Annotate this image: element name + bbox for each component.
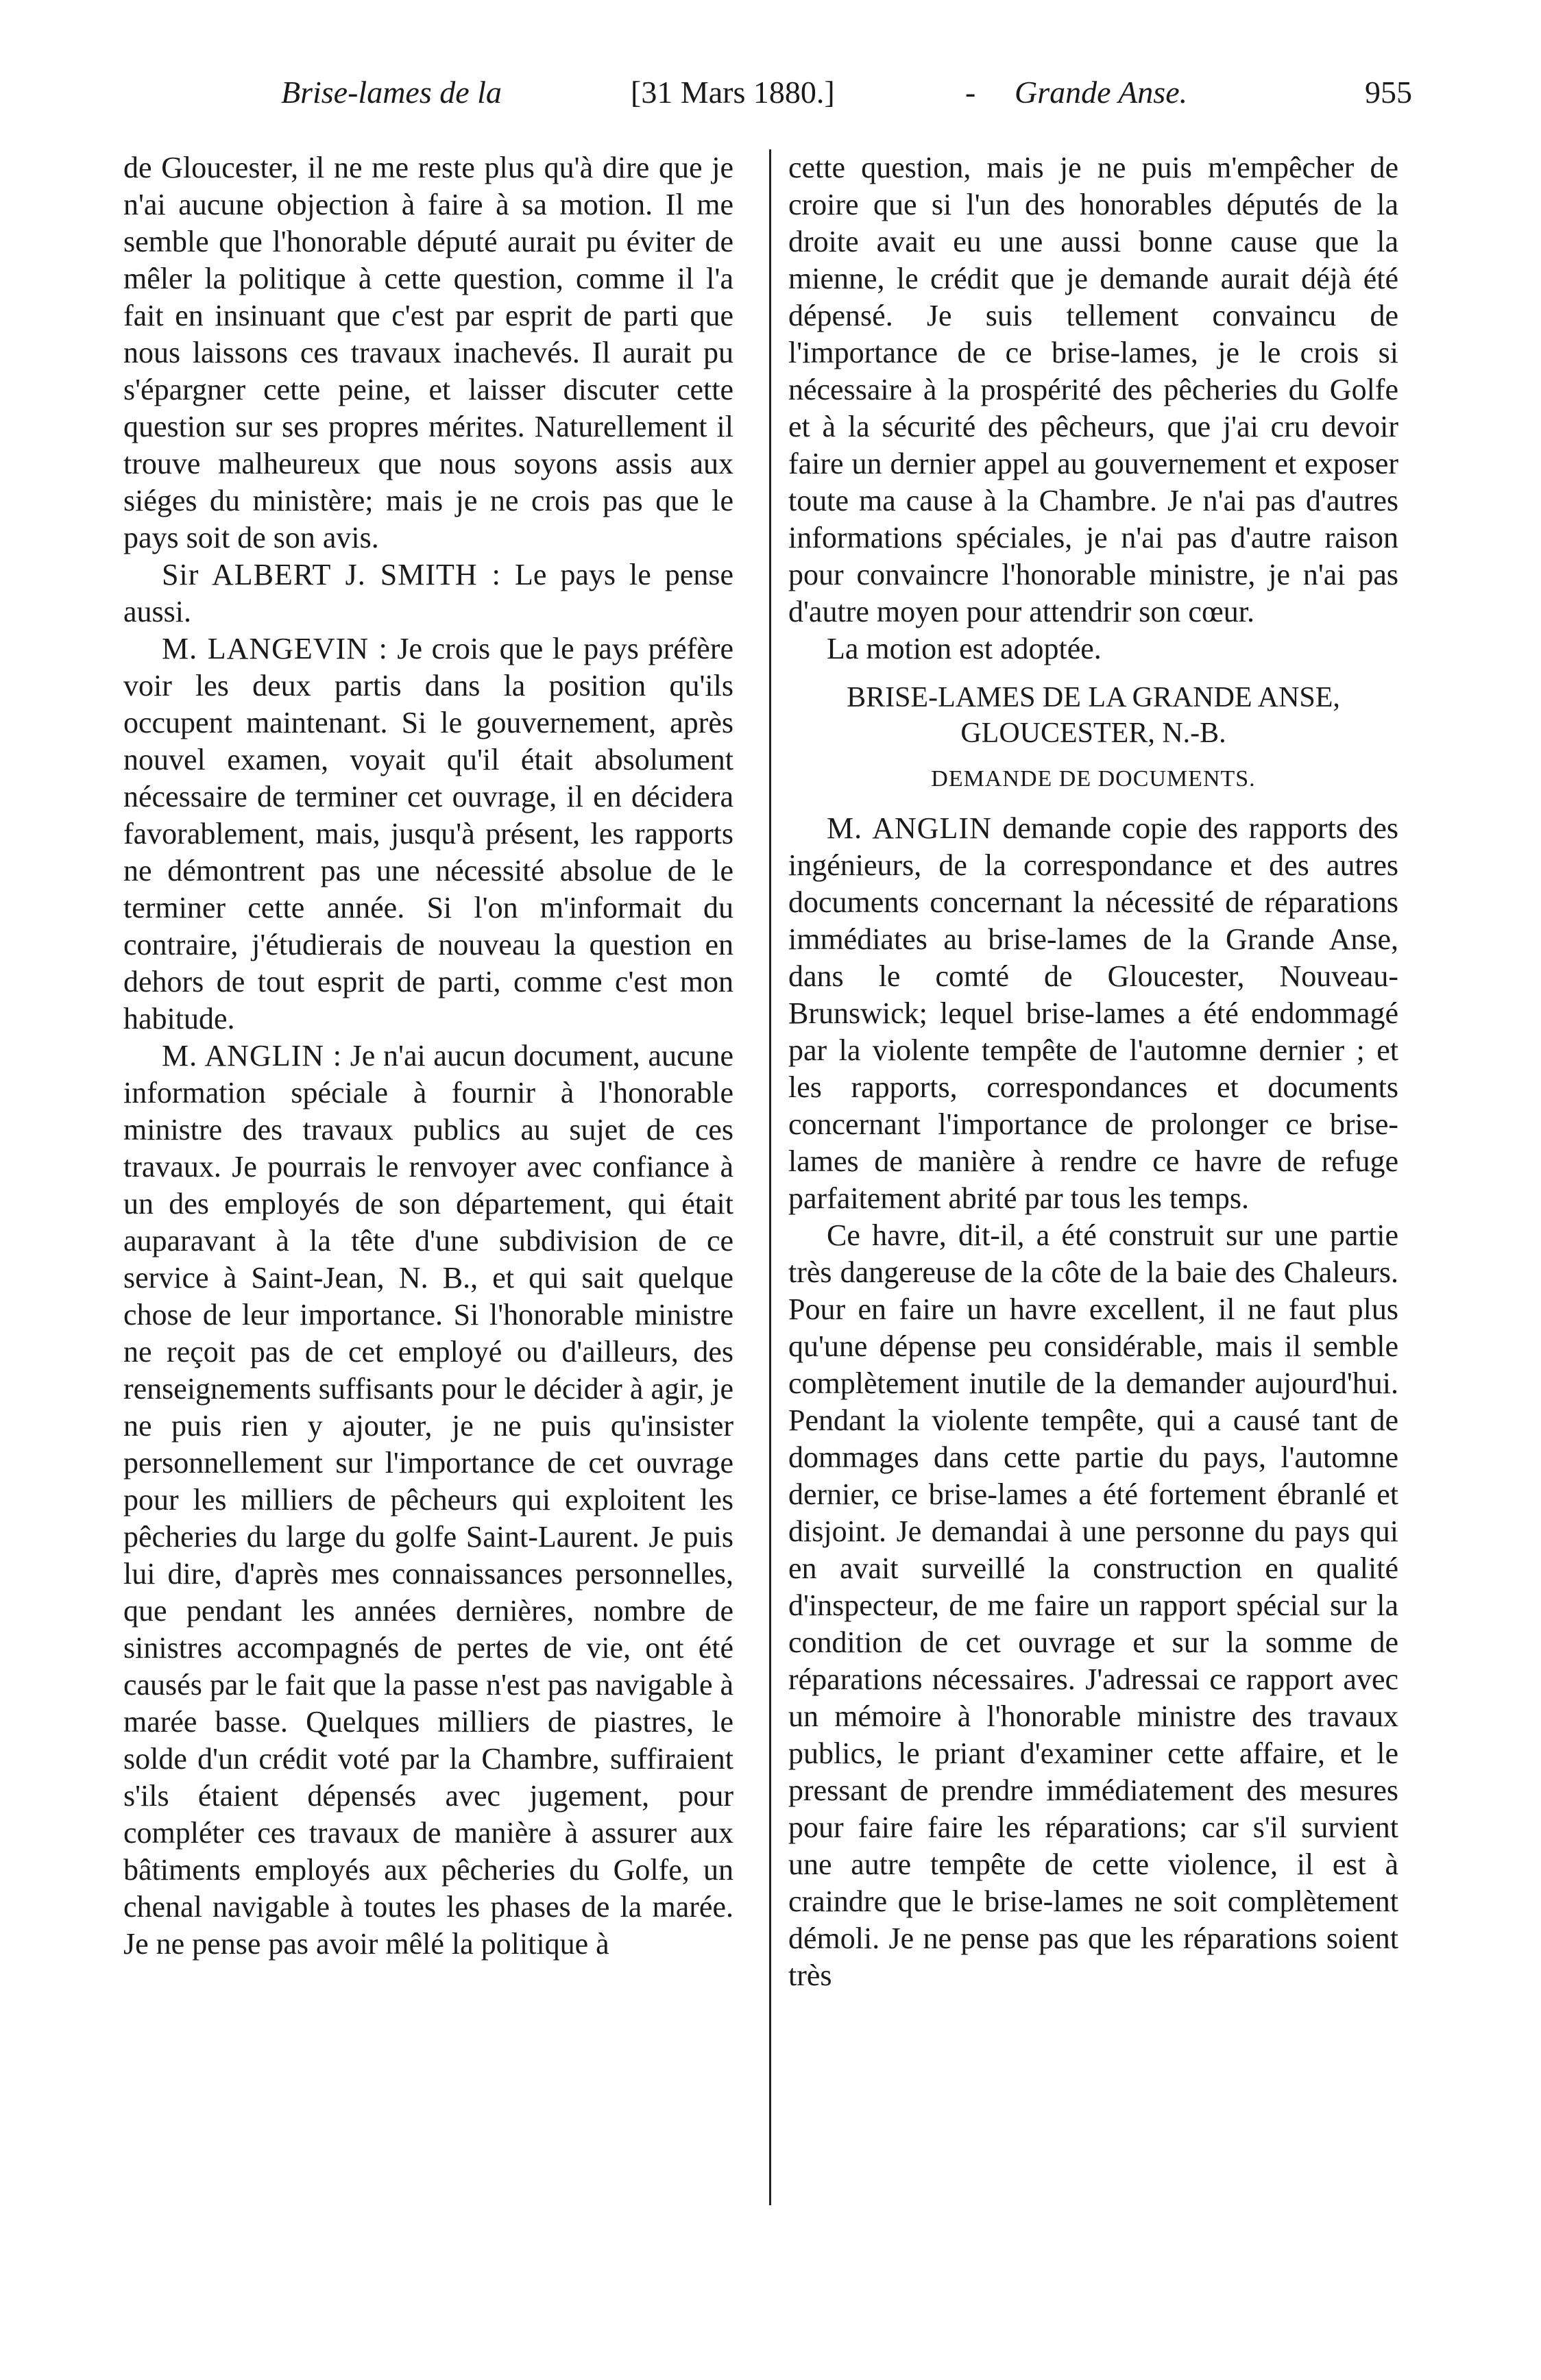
page-number: 955 [1365,75,1412,110]
paragraph-text: La motion est adoptée. [827,632,1102,665]
paragraph-text: Je crois que le pays préfère voir les deux partis dans la position qu'ils occupent maintenant. Si le gouvernement, après nouvel examen, voyait qu'il était absolument nécessaire de terminer cet ouvrage, il en décidera favorablement, mais, jusqu'à présent, les rapports ne démontrent pas une nécessité absolue de le terminer cette année. Si l'on m'informait du contraire, j'étudierais de nouveau la question en dehors de tout esprit de parti, comme c'est mon habitude. [123,632,733,1035]
paragraph-text: Je n'ai aucun document, aucune information spéciale à fournir à l'honorable ministre des travaux publics au sujet de ces travaux. Je pourrais le renvoyer avec confiance à un des employés de son département, qui était auparavant à la tête d'une subdivision de ce service à Saint-Jean, N. B., et qui sait quelque chose de leur importance. Si l'honorable ministre ne reçoit pas de cet employé ou d'ailleurs, des renseignements suffisants pour le décider à agir, je ne puis rien y ajouter, je ne puis qu'insister personnellement sur l'importance de cet ouvrage pour les milliers de pêcheurs qui exploitent les pêcheries du large du golfe Saint-Laurent. Je puis lui dire, d'après mes connaissances personnelles, que pendant les années dernières, nombre de sinistres accompagnés de pertes de vie, ont été causés par le fait que la passe n'est pas navigable à marée basse. Quelques milliers de piastres, le solde d'un crédit voté par la Chambre, suffiraient s'ils étaient dépensés avec jugement, pour compléter ces travaux de manière à assurer aux bâtiments employés aux pêcheries du Golfe, un chenal navigable à toutes les phases de la marée. Je ne pense pas avoir mêlé la politique à [123,1039,734,1961]
paragraph [788,810,1398,1217]
column-divider [769,149,771,2205]
paragraph [123,630,733,1038]
speaker-name: M. LANGEVIN : [162,632,388,665]
speaker-name: Sir ALBERT J. SMITH : [162,558,501,591]
paragraph [123,1038,733,1963]
left-column [123,149,733,1963]
paragraph [123,556,733,630]
running-head-date: [31 Mars 1880.] [631,75,835,110]
running-head-dash: - [965,75,976,110]
paragraph [788,149,1398,630]
section-title-line: GLOUCESTER, N.-B. [960,717,1226,749]
motion-result [788,630,1398,667]
running-head-left: Brise-lames de la [281,75,502,110]
paragraph-text: cette question, mais je ne puis m'empêcher de croire que si l'un des honorables députés de la droite avait eu une aussi bonne cause que la mienne, le crédit que je demande aurait déjà été dépensé. Je suis tellement convaincu de l'importance de ce brise-lames, je le crois si nécessaire à la prospérité des pêcheries du Golfe et à la sécurité des pêcheurs, que j'ai cru devoir faire un dernier appel au gouvernement et exposer toute ma cause à la Chambre. Je n'ai pas d'autres informations spéciales, je n'ai pas d'autre raison pour convaincre l'honorable ministre, je n'ai pas d'autre moyen pour attendrir son cœur. [788,151,1398,628]
paragraph-text: de Gloucester, il ne me reste plus qu'à dire que je n'ai aucune objection à faire à sa motion. Il me semble que l'honorable député aurait pu éviter de mêler la politique à cette question, comme il l'a fait en insinuant que c'est par esprit de parti que nous laissons ces travaux inachevés. Il aurait pu s'épargner cette peine, et laisser discuter cette question sur ses propres mérites. Naturellement il trouve malheureux que nous soyons assis aux siéges du ministère; mais je ne crois pas que le pays soit de son avis. [123,151,733,554]
running-head [123,74,1412,122]
paragraph-text: Ce havre, dit-il, a été construit sur une partie très dangereuse de la côte de la baie des Chaleurs. Pour en faire un havre excellent, il ne faut plus qu'une dépense peu considérable, mais il semble complètement inutile de la demander aujourd'hui. Pendant la violente tempête, qui a causé tant de dommages dans cette partie du pays, l'automne dernier, ce brise-lames a été fortement ébranlé et disjoint. Je demandai à une personne du pays qui en avait surveillé la construction en qualité d'inspecteur, de me faire un rapport spécial sur la condition de cet ouvrage et sur la somme de réparations nécessaires. J'adressai ce rapport avec un mémoire à l'honorable ministre des travaux publics, le priant d'examiner cette affaire, et le pressant de prendre immédiatement des mesures pour faire faire les réparations; car s'il survient une autre tempête de cette violence, il est à craindre que le brise-lames ne soit complètement démoli. Je ne pense pas que les réparations soient très [788,1218,1398,1992]
paragraph [788,1217,1398,1994]
paragraph [123,149,733,556]
speaker-name: M. ANGLIN : [162,1039,342,1072]
running-head-right: Grande Anse. [1015,75,1188,110]
section-subtitle: DEMANDE DE DOCUMENTS. [931,766,1256,792]
section-title [788,680,1398,751]
speaker-name: M. ANGLIN [827,811,992,845]
section-title-line: BRISE-LAMES DE LA GRANDE ANSE, [847,682,1340,713]
paragraph-text: Le pays le pense aussi. [123,558,734,628]
paragraph-text: demande copie des rapports des ingénieurs, de la correspondance et des autres documents concernant la nécessité de réparations immédiates au brise-lames de la Grande Anse, dans le comté de Gloucester, Nouveau-Brunswick; lequel brise-lames a été endommagé par la violente tempête de l'automne dernier ; et les rapports, correspondances et documents concernant l'importance de prolonger ce brise-lames de manière à rendre ce havre de refuge parfaitement abrité par tous les temps. [788,811,1398,1215]
right-column [788,149,1398,1994]
